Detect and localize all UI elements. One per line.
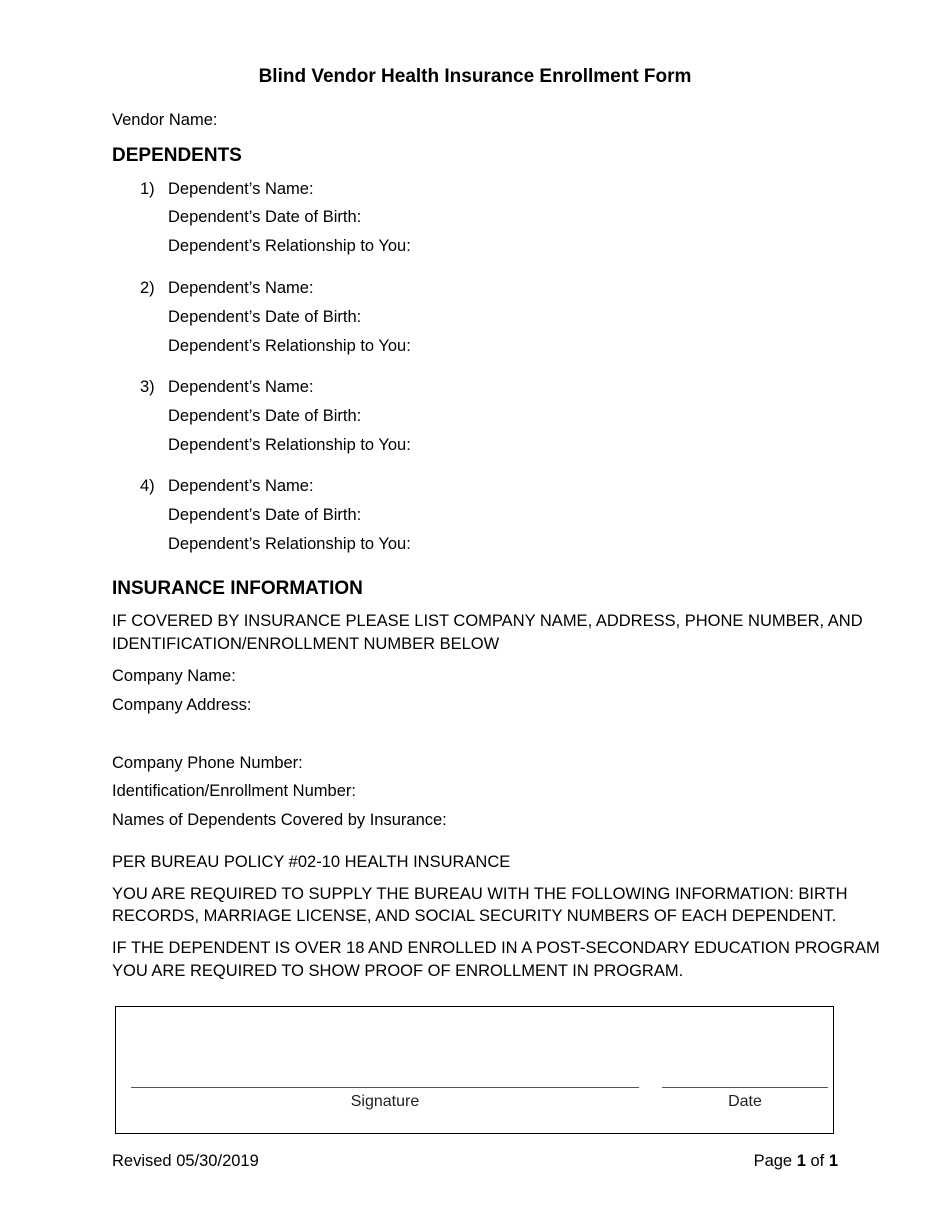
dependent-number: 4)	[140, 477, 155, 495]
form-title: Blind Vendor Health Insurance Enrollment Form	[258, 66, 692, 87]
dependent-relationship-label: Dependent’s Relationship to You:	[168, 237, 411, 255]
page-total: 1	[828, 1152, 838, 1170]
dependent-name-label: Dependent’s Name:	[168, 180, 314, 198]
insurance-instruction-line: IDENTIFICATION/ENROLLMENT NUMBER BELOW	[112, 635, 500, 653]
policy-title: PER BUREAU POLICY #02-10 HEALTH INSURANCE	[112, 853, 511, 871]
dependents-heading: DEPENDENTS	[112, 145, 242, 166]
page-current: 1	[796, 1152, 806, 1170]
insurance-instruction-line: IF COVERED BY INSURANCE PLEASE LIST COMPANY NAME, ADDRESS, PHONE NUMBER, AND	[112, 612, 863, 630]
date-label: Date	[728, 1093, 762, 1110]
signature-line[interactable]	[131, 1087, 639, 1088]
policy-paragraph-line: RECORDS, MARRIAGE LICENSE, AND SOCIAL SECURITY NUMBERS OF EACH DEPENDENT.	[112, 907, 837, 925]
company-phone-label: Company Phone Number:	[112, 754, 303, 772]
dependent-dob-label: Dependent’s Date of Birth:	[168, 407, 362, 425]
page-prefix: Page	[753, 1152, 797, 1170]
policy-paragraph-line: IF THE DEPENDENT IS OVER 18 AND ENROLLED IN A POST-SECONDARY EDUCATION PROGRAM	[112, 939, 880, 957]
dependent-name-label: Dependent’s Name:	[168, 279, 314, 297]
enrollment-number-label: Identification/Enrollment Number:	[112, 782, 356, 800]
dependent-number: 3)	[140, 378, 155, 396]
company-name-label: Company Name:	[112, 667, 236, 685]
dependent-dob-label: Dependent’s Date of Birth:	[168, 308, 362, 326]
date-line[interactable]	[662, 1087, 828, 1088]
signature-label: Signature	[350, 1093, 420, 1110]
dependent-name-label: Dependent’s Name:	[168, 477, 314, 495]
insurance-heading: INSURANCE INFORMATION	[112, 578, 363, 599]
signature-box	[115, 1006, 834, 1134]
dependent-dob-label: Dependent’s Date of Birth:	[168, 208, 362, 226]
dependents-covered-label: Names of Dependents Covered by Insurance:	[112, 811, 447, 829]
page-of: of	[805, 1152, 829, 1170]
dependent-relationship-label: Dependent’s Relationship to You:	[168, 337, 411, 355]
policy-paragraph-line: YOU ARE REQUIRED TO SHOW PROOF OF ENROLLMENT IN PROGRAM.	[112, 962, 684, 980]
dependent-number: 2)	[140, 279, 155, 297]
dependent-name-label: Dependent’s Name:	[168, 378, 314, 396]
dependent-dob-label: Dependent’s Date of Birth:	[168, 506, 362, 524]
dependent-number: 1)	[140, 180, 155, 198]
dependent-relationship-label: Dependent’s Relationship to You:	[168, 535, 411, 553]
company-address-label: Company Address:	[112, 696, 252, 714]
page-number	[754, 1152, 838, 1171]
vendor-name-label: Vendor Name:	[112, 111, 218, 129]
policy-paragraph-line: YOU ARE REQUIRED TO SUPPLY THE BUREAU WITH THE FOLLOWING INFORMATION: BIRTH	[112, 885, 848, 903]
revised-date: Revised 05/30/2019	[112, 1152, 259, 1170]
dependent-relationship-label: Dependent’s Relationship to You:	[168, 436, 411, 454]
